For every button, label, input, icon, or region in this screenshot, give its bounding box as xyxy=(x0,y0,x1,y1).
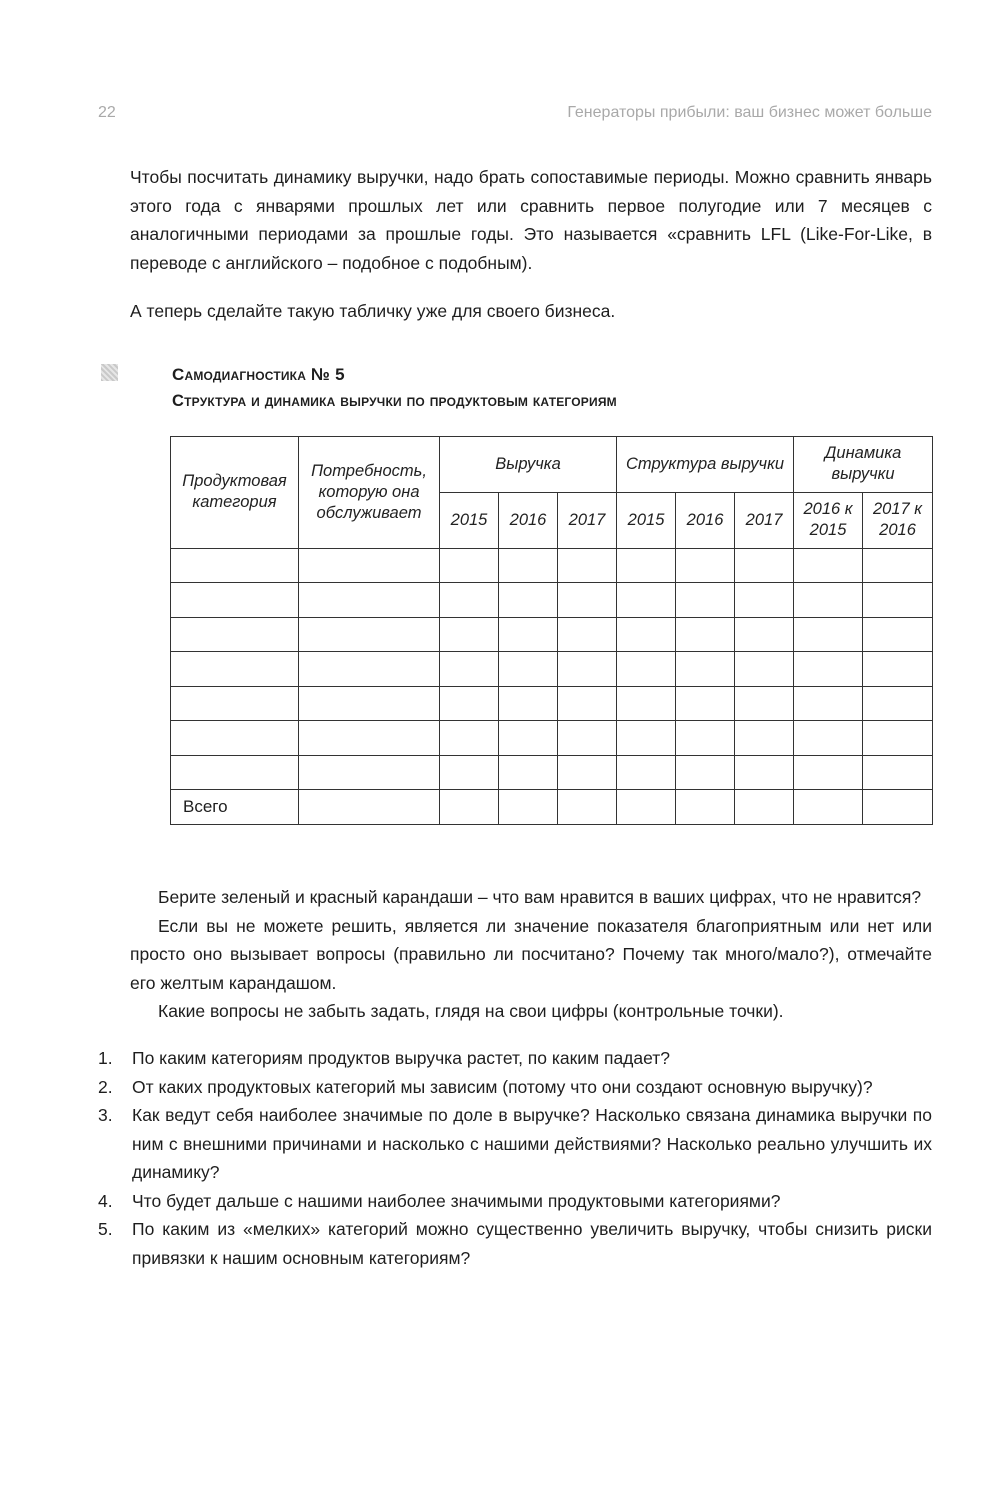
table-cell[interactable] xyxy=(794,583,863,618)
question-item xyxy=(98,1044,932,1073)
header-revenue-year: 2017 xyxy=(558,492,617,548)
table-cell[interactable] xyxy=(735,755,794,790)
total-label: Всего xyxy=(171,790,299,825)
table-cell[interactable] xyxy=(863,583,933,618)
table-cell[interactable] xyxy=(171,652,299,687)
table-cell[interactable] xyxy=(617,548,676,583)
table-cell[interactable] xyxy=(863,617,933,652)
table-cell[interactable] xyxy=(617,583,676,618)
question-number: 4. xyxy=(98,1190,113,1211)
header-structure-year: 2017 xyxy=(735,492,794,548)
question-number: 5. xyxy=(98,1219,113,1239)
table-cell[interactable] xyxy=(299,548,440,583)
table-cell[interactable] xyxy=(863,686,933,721)
table-cell[interactable] xyxy=(171,548,299,583)
header-structure-year: 2016 xyxy=(676,492,735,548)
table-body xyxy=(171,548,933,824)
yellow-pencil-paragraph: Если вы не можете решить, является ли значение показателя благоприятным или нет или просто оно вызывает вопросы (правильно ли посчитано? Почему так много/мало?), отмечайте его желтым карандашом. xyxy=(130,915,932,993)
question-text: Что будет дальше с нашими наиболее значимыми продуктовыми категориями? xyxy=(132,1190,781,1211)
table-cell[interactable] xyxy=(558,652,617,687)
table-cell[interactable] xyxy=(794,790,863,825)
running-head xyxy=(98,104,932,128)
table-cell[interactable] xyxy=(440,755,499,790)
table-cell[interactable] xyxy=(440,721,499,756)
exercise-marker-icon xyxy=(101,364,118,381)
table-cell[interactable] xyxy=(617,617,676,652)
table-cell[interactable] xyxy=(440,617,499,652)
table-cell[interactable] xyxy=(676,686,735,721)
table-row xyxy=(171,652,933,687)
table-cell[interactable] xyxy=(735,652,794,687)
table-cell[interactable] xyxy=(676,755,735,790)
total-row xyxy=(171,790,933,825)
table-cell[interactable] xyxy=(499,755,558,790)
question-text: От каких продуктовых категорий мы зависим (потому что они создают основную выручку)? xyxy=(132,1076,873,1097)
book-title: Генераторы прибыли: ваш бизнес может больше xyxy=(567,104,932,121)
question-text: Как ведут себя наиболее значимые по доле в выручке? Насколько связана динамика выручки по ним с внешними причинами и насколько с нашими действиями? Насколько реально улучшить их динамику? xyxy=(132,1105,932,1182)
table-cell[interactable] xyxy=(558,548,617,583)
table-cell[interactable] xyxy=(440,686,499,721)
table-cell[interactable] xyxy=(735,617,794,652)
header-revenue: Выручка xyxy=(440,437,617,493)
table-cell[interactable] xyxy=(735,583,794,618)
table-cell[interactable] xyxy=(299,686,440,721)
question-number: 1. xyxy=(98,1048,113,1068)
table-cell[interactable] xyxy=(863,548,933,583)
table-cell[interactable] xyxy=(676,617,735,652)
header-category: Продуктовая категория xyxy=(171,437,299,549)
table-cell[interactable] xyxy=(794,721,863,756)
table-cell[interactable] xyxy=(676,583,735,618)
table-cell[interactable] xyxy=(863,721,933,756)
table-cell[interactable] xyxy=(558,790,617,825)
question-text: По каким категориям продуктов выручка растет, по каким падает? xyxy=(132,1048,671,1068)
table-cell[interactable] xyxy=(794,755,863,790)
table-cell[interactable] xyxy=(676,548,735,583)
table-cell[interactable] xyxy=(171,583,299,618)
table-cell[interactable] xyxy=(499,686,558,721)
table-cell[interactable] xyxy=(440,583,499,618)
table-cell[interactable] xyxy=(440,790,499,825)
table-cell[interactable] xyxy=(617,755,676,790)
table-row xyxy=(171,583,933,618)
table-cell[interactable] xyxy=(863,755,933,790)
table-cell[interactable] xyxy=(676,652,735,687)
table-cell[interactable] xyxy=(735,686,794,721)
table-cell[interactable] xyxy=(299,583,440,618)
table-cell[interactable] xyxy=(499,583,558,618)
table-cell[interactable] xyxy=(735,548,794,583)
header-dynamics: Динамика выручки xyxy=(794,437,933,493)
table-cell[interactable] xyxy=(499,790,558,825)
table-cell[interactable] xyxy=(617,652,676,687)
header-dynamics-period: 2017 к 2016 xyxy=(863,492,933,548)
table-cell[interactable] xyxy=(499,721,558,756)
table-cell[interactable] xyxy=(676,721,735,756)
question-number: 3. xyxy=(98,1105,113,1125)
after-table-text xyxy=(130,883,932,1026)
questions-list xyxy=(98,1044,932,1272)
table-cell[interactable] xyxy=(617,721,676,756)
table-row xyxy=(171,755,933,790)
table-cell[interactable] xyxy=(171,617,299,652)
header-need: Потребность, которую она обслуживает xyxy=(299,437,440,549)
header-revenue-year: 2015 xyxy=(440,492,499,548)
table-cell[interactable] xyxy=(617,790,676,825)
header-structure: Структура выручки xyxy=(617,437,794,493)
question-item xyxy=(98,1101,932,1187)
table-cell[interactable] xyxy=(558,583,617,618)
table-row xyxy=(171,548,933,583)
instruction-paragraph: А теперь сделайте такую табличку уже для своего бизнеса. xyxy=(130,301,616,321)
table-cell[interactable] xyxy=(499,652,558,687)
table-cell[interactable] xyxy=(676,790,735,825)
table-cell[interactable] xyxy=(558,721,617,756)
table-cell[interactable] xyxy=(558,686,617,721)
question-item xyxy=(98,1215,932,1272)
header-revenue-year: 2016 xyxy=(499,492,558,548)
table-cell[interactable] xyxy=(440,652,499,687)
table-cell[interactable] xyxy=(299,790,440,825)
table-cell[interactable] xyxy=(171,686,299,721)
table-cell[interactable] xyxy=(794,652,863,687)
table-cell[interactable] xyxy=(735,721,794,756)
table-cell[interactable] xyxy=(171,721,299,756)
table-cell[interactable] xyxy=(499,548,558,583)
table-cell[interactable] xyxy=(863,790,933,825)
table-cell[interactable] xyxy=(299,721,440,756)
table-cell[interactable] xyxy=(794,617,863,652)
table-cell[interactable] xyxy=(171,755,299,790)
question-number: 2. xyxy=(98,1076,113,1097)
table-cell[interactable] xyxy=(735,790,794,825)
intro-paragraph: Чтобы посчитать динамику выручки, надо брать сопоставимые периоды. Можно сравнить январь этого года с январями прошлых лет или сравнить первое полугодие или 7 месяцев с аналогичными периодами за прошлые годы. Это называется «сравнить LFL (Like-For-Like, в переводе с английского – подобное с подобным). xyxy=(130,167,932,273)
table-cell[interactable] xyxy=(617,686,676,721)
header-structure-year: 2015 xyxy=(617,492,676,548)
exercise-subtitle: Структура и динамика выручки по продуктовым категориям xyxy=(172,392,617,410)
self-diagnosis-table xyxy=(170,436,932,825)
table-cell[interactable] xyxy=(558,755,617,790)
question-text: По каким из «мелких» категорий можно существенно увеличить выручку, чтобы снизить риски привязки к нашим основным категориям? xyxy=(132,1219,932,1268)
table-cell[interactable] xyxy=(440,548,499,583)
table-cell[interactable] xyxy=(558,617,617,652)
table-row xyxy=(171,617,933,652)
table-cell[interactable] xyxy=(299,617,440,652)
table-row xyxy=(171,721,933,756)
exercise-title: Самодиагностика № 5 xyxy=(172,365,345,384)
header-dynamics-period: 2016 к 2015 xyxy=(794,492,863,548)
table-cell[interactable] xyxy=(299,652,440,687)
table-row xyxy=(171,686,933,721)
table-cell[interactable] xyxy=(499,617,558,652)
table-cell[interactable] xyxy=(794,548,863,583)
table-cell[interactable] xyxy=(299,755,440,790)
checkpoints-intro: Какие вопросы не забыть задать, глядя на свои цифры (контрольные точки). xyxy=(158,1001,784,1021)
question-item xyxy=(98,1187,932,1216)
table-cell[interactable] xyxy=(794,686,863,721)
pencil-paragraph: Берите зеленый и красный карандаши – что вам нравится в ваших цифрах, что не нравится? xyxy=(158,887,922,907)
page-number: 22 xyxy=(98,104,116,121)
question-item xyxy=(98,1073,932,1102)
table-cell[interactable] xyxy=(863,652,933,687)
